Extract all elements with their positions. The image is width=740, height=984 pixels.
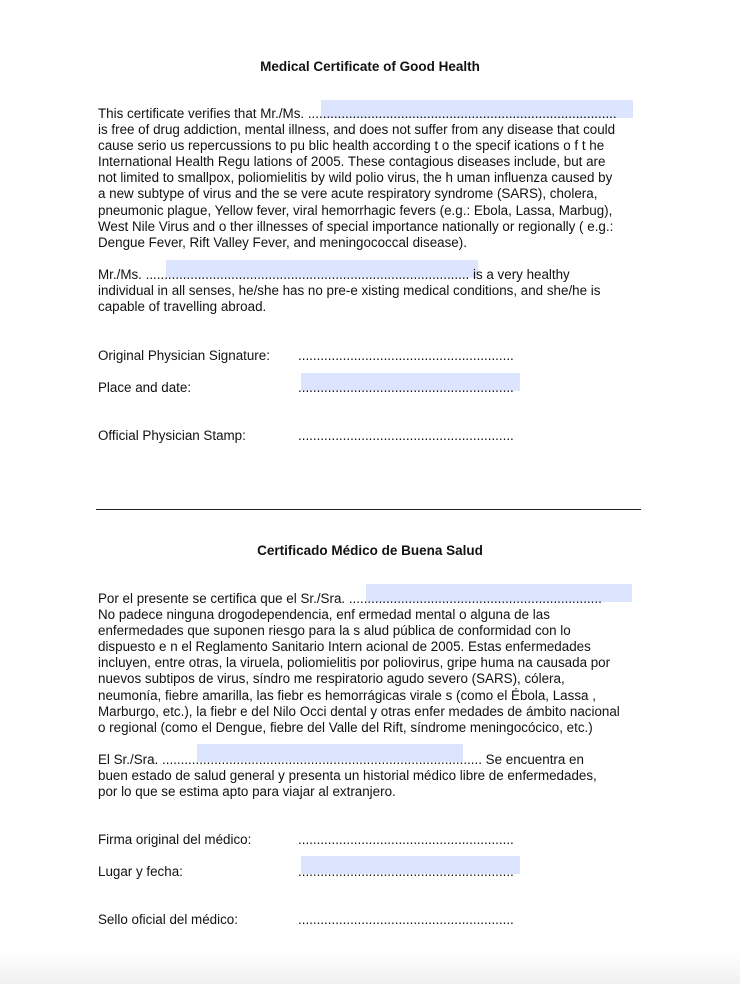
english-p1-line: International Health Regu lations of 2005. These contagious diseases include, but are [98,154,606,170]
spanish-paragraph-1 [98,591,640,736]
english-title: Medical Certificate of Good Health [260,59,480,74]
english-signature-line[interactable]: .......................................................... [298,348,514,363]
english-place-date-line[interactable]: .......................................................... [298,380,514,395]
spanish-p1-line: Por el presente se certifica que el Sr./Sra. .................................................................... [98,591,602,606]
spanish-signature-line[interactable]: .......................................................... [298,832,514,847]
page-bottom-shade [0,950,740,984]
english-p1-line: West Nile Virus and o ther illnesses of special importance nationally or regionally ( e.g.: [98,218,614,234]
english-paragraph-2 [98,267,640,315]
spanish-place-date-label: Lugar y fecha: [98,864,183,879]
english-p1-line: a new subtype of virus and the se vere acute respiratory syndrome (SARS), cholera, [98,186,598,202]
spanish-p2-line: El Sr./Sra. ...................................................................................... Se encuentra en [98,752,584,767]
spanish-p1-line: neumonía, fiebre amarilla, las fiebr es hemorrágicas virale s (como el Ébola, Lassa , [98,687,596,703]
english-p1-line: cause serio us repercussions to pu blic health according t o the specif ications o f t he [98,138,605,154]
spanish-p1-line: No padece ninguna drogodependencia, enf ermedad mental o alguna de las [98,607,550,623]
english-p1-line: is free of drug addiction, mental illness, and does not suffer from any disease that could [98,122,616,138]
english-p2-line: individual in all senses, he/she has no pre-e xisting medical conditions, and she/he is [98,283,601,299]
english-signature-label: Original Physician Signature: [98,348,270,363]
spanish-signature-label: Firma original del médico: [98,832,252,847]
spanish-stamp-label: Sello oficial del médico: [98,912,238,927]
spanish-paragraph-2 [98,752,640,800]
spanish-p1-line: nuevos subtipos de virus, síndro me respiratorio agudo severo (SARS), cólera, [98,671,565,687]
english-p2-line: Mr./Ms. ....................................................................................... is a very healthy [98,267,570,282]
spanish-p2-line: buen estado de salud general y presenta un historial médico libre de enfermedades, [98,768,597,784]
english-place-date-label: Place and date: [98,380,192,395]
english-p1-line: This certificate verifies that Mr./Ms. ................................................................................... [98,106,617,121]
spanish-p1-line: enfermedades que suponen riesgo para la s alud pública de conformidad con lo [98,623,571,639]
spanish-title: Certificado Médico de Buena Salud [257,543,483,558]
spanish-place-date-line[interactable]: .......................................................... [298,864,514,879]
spanish-stamp-line[interactable]: .......................................................... [298,912,514,927]
english-stamp-label: Official Physician Stamp: [98,428,246,443]
english-p1-line: pneumonic plague, Yellow fever, viral hemorrhagic fevers (e.g.: Ebola, Lassa, Marbug), [98,202,613,218]
english-p1-line: Dengue Fever, Rift Valley Fever, and meningococcal disease). [98,234,467,250]
english-paragraph-1 [98,106,640,251]
spanish-p1-line: dispuesto e n el Reglamento Sanitario Intern acional de 2005. Estas enfermedades [98,639,591,655]
spanish-p1-line: incluyen, entre otras, la viruela, poliomielitis por poliovirus, gripe huma na causada por [98,655,611,671]
section-divider [96,509,641,510]
english-p2-line: capable of travelling abroad. [98,299,267,315]
english-p1-line: not limited to smallpox, poliomielitis by wild polio virus, the h uman influenza caused by [98,170,613,186]
spanish-p1-line: Marburgo, etc.), la fiebr e del Nilo Occi dental y otras enfer medades de ámbito nacional [98,703,620,719]
spanish-p1-line: o regional (como el Dengue, fiebre del Valle del Rift, síndrome meningocócico, etc.) [98,719,593,735]
spanish-p2-line: por lo que se estima apto para viajar al extranjero. [98,784,396,800]
english-stamp-line[interactable]: .......................................................... [298,428,514,443]
